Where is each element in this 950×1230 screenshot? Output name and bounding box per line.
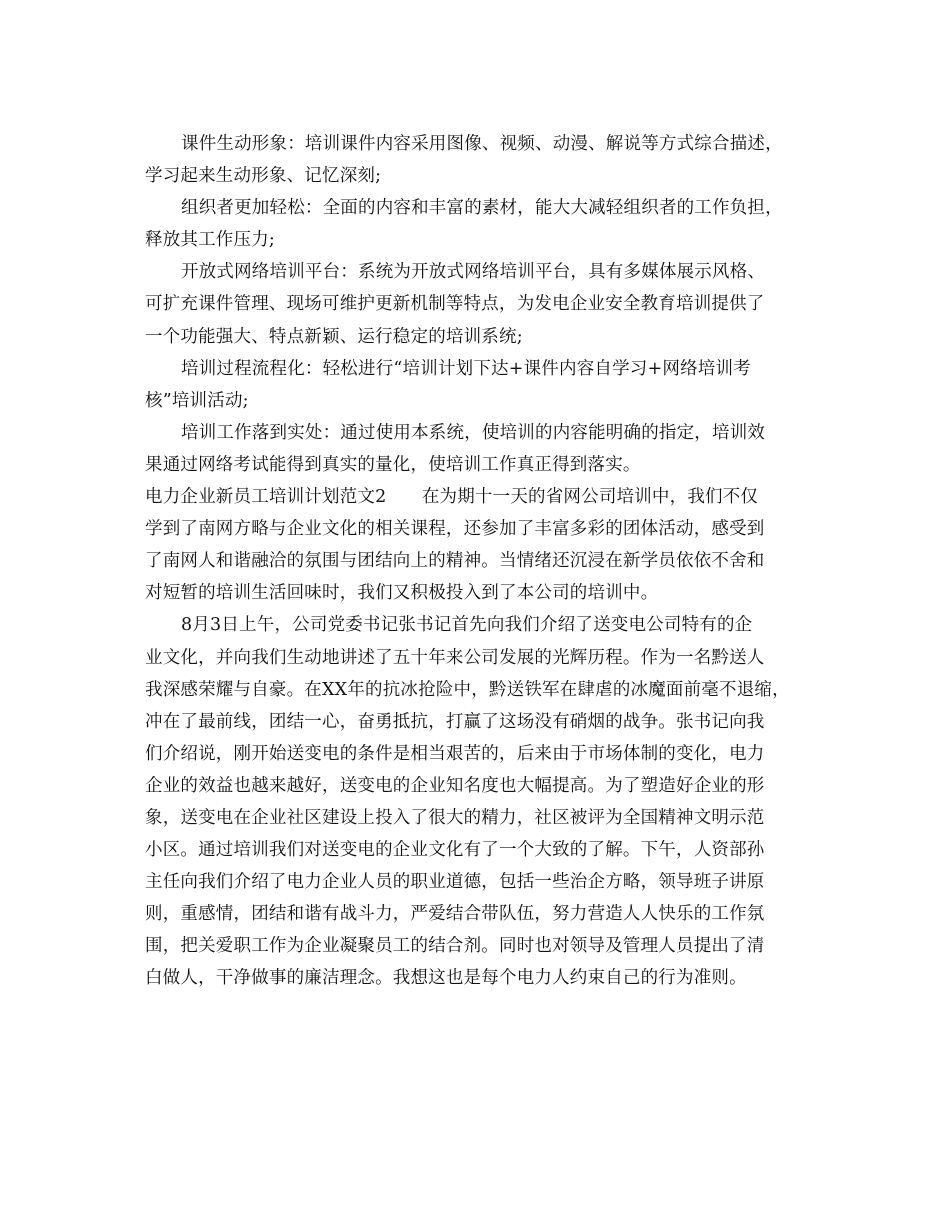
text-line: 学习起来生动形象、记忆深刻; xyxy=(145,166,382,187)
document-body xyxy=(145,128,815,995)
text-line: 电力企业新员工培训计划范文2 在为期十一天的省网公司培训中，我们不仅 xyxy=(145,487,759,508)
text-line: 果通过网络考试能得到真实的量化，使培训工作真正得到落实。 xyxy=(145,454,641,475)
text-line: 冲在了最前线，团结一心，奋勇抵抗，打赢了这场没有硝烟的战争。张书记向我 xyxy=(145,711,765,732)
text-line: 们介绍说，刚开始送变电的条件是相当艰苦的，后来由于市场体制的变化，电力 xyxy=(145,743,765,764)
text-line: 释放其工作压力; xyxy=(145,230,275,251)
text-line: 一个功能强大、特点新颖、运行稳定的培训系统; xyxy=(145,326,523,347)
text-line: 对短暂的培训生活回味时，我们又积极投入到了本公司的培训中。 xyxy=(145,583,659,604)
text-line: 主任向我们介绍了电力企业人员的职业道德，包括一些治企方略，领导班子讲原 xyxy=(145,872,765,893)
text-line: 学到了南网方略与企业文化的相关课程，还参加了丰富多彩的团体活动，感受到 xyxy=(145,519,765,540)
text-line: 课件生动形象：培训课件内容采用图像、视频、动漫、解说等方式综合描述， xyxy=(181,134,783,154)
text-line: 8月3日上午，公司党委书记张书记首先向我们介绍了送变电公司特有的企 xyxy=(181,615,753,636)
text-line: 了南网人和谐融洽的氛围与团结向上的精神。当情绪还沉浸在新学员依依不舍和 xyxy=(145,551,765,572)
text-line: 围，把关爱职工作为企业凝聚员工的结合剂。同时也对领导及管理人员提出了清 xyxy=(145,936,765,957)
text-line: 小区。通过培训我们对送变电的企业文化有了一个大致的了解。下午，人资部孙 xyxy=(145,840,765,861)
text-line: 企业的效益也越来越好，送变电的企业知名度也大幅提高。为了塑造好企业的形 xyxy=(145,775,765,796)
text-line: 则，重感情，团结和谐有战斗力，严爱结合带队伍，努力营造人人快乐的工作氛 xyxy=(145,904,765,925)
text-line: 可扩充课件管理、现场可维护更新机制等特点，为发电企业安全教育培训提供了 xyxy=(145,294,765,315)
text-line: 培训工作落到实处：通过使用本系统，使培训的内容能明确的指定，培训效 xyxy=(181,422,766,443)
text-line: 培训过程流程化：轻松进行“培训计划下达+课件内容自学习+网络培训考 xyxy=(181,358,751,379)
text-line: 象，送变电在企业社区建设上投入了很大的精力，社区被评为全国精神文明示范 xyxy=(145,807,765,828)
text-line: 白做人，干净做事的廉洁理念。我想这也是每个电力人约束自己的行为准则。 xyxy=(145,968,747,989)
text-line: 组织者更加轻松：全面的内容和丰富的素材，能大大减轻组织者的工作负担， xyxy=(181,198,783,219)
text-line: 我深感荣耀与自豪。在XX年的抗冰抢险中，黔送铁军在肆虐的冰魔面前毫不退缩， xyxy=(145,679,790,700)
text-line: 开放式网络培训平台：系统为开放式网络培训平台，具有多媒体展示风格、 xyxy=(181,262,766,283)
text-line: 核”培训活动; xyxy=(145,390,249,411)
text-line: 业文化，并向我们生动地讲述了五十年来公司发展的光辉历程。作为一名黔送人 xyxy=(145,647,765,668)
